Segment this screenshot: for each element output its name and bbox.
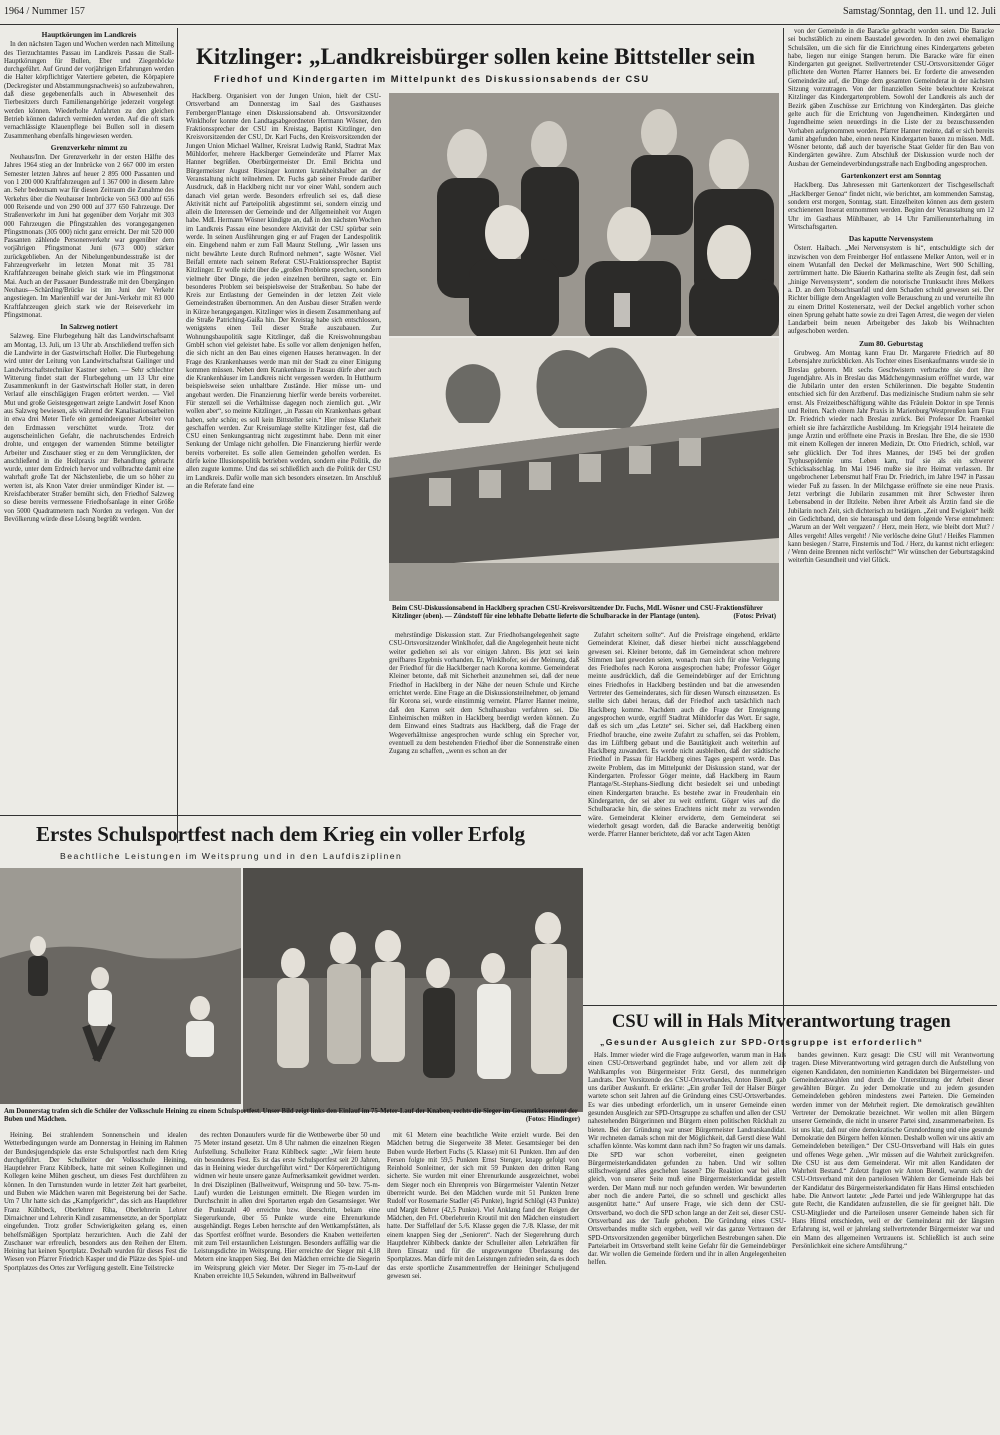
sport-headline: Erstes Schulsportfest nach dem Krieg ein voller Erfolg [36, 822, 525, 846]
article-body: mehrstündige Diskussion statt. Zur Friedhofsangelegenheit sagte CSU-Ortsvorsitzender Winklhofer, daß die Angelegenheit heute nicht weiter gediehen sei als vor einigen Jahren. Bis jetzt sei kein greifbares Ergebnis vorhanden. Er, Winklhofer, sei der Meinung, daß der Friedhof für die Hacklberger nach Korona komme. Gemeinderat Kleiner betonte, daß mit Sicherheit anzunehmen sei, daß der neue Friedhof in Hacklberg in der Nähe der neuen Schule und Kirche errichtet werde. Eine Frage an die Diskussionsteilnehmer, ob jemand für Korona sei, wurde einstimmig verneint. Pfarrer Hanner meinte, daß den Karren seit dem Schulhausbau verfahren sei. Die Einheimischen müßten in Hacklberg beerdigt werden können. Zu dem Einwand eines Stadtrats aus Hacklberg, daß die Frage der Wegeverhältnisse angesprochen wurde schlug ein Sprecher vor, eventuell zu dem bestehenden Friedhof über die Sonnenstraße einen Zugang zu schaffen, „wenn es schon an der [389, 632, 579, 756]
caption-credit: (Fotos: Privat) [733, 613, 776, 621]
article-title: Grenzverkehr nimmt zu [50, 142, 128, 152]
article-body: bandes gewinnen. Kurz gesagt: Die CSU will mit Verantwortung tragen. Diese Mitverantwortung wird getragen durch die Aufstellung von eigenen Kandidaten, den nominierten Kandidaten bei Bürgermeister- und Gemeinderatswahlen und durch die Unterstützung der Arbeit dieser gewählten Bürger. Zu jeder Demokratie und zu jedem gesunden Gemeindeleben gehören mindestens zwei Parteien. Die Gemeinden werden immer von der Mehrheit regiert. Die demokratisch gewählten Vertreter der Demokratie bezeichnet. Wir wollen mit allen Bürgern unserer Gemeinde, die nicht in unserer Partei sind, zusammenarbeiten. Es ist uns klar, daß nur eine demokratische Grundordnung und eine gesunde Demokratie den Bürgern helfen können. Deshalb wollen wir uns aktiv am Gemeindeleben beteiligen.“ Der CSU-Ortsverband will Hals ein gutes und offenes Wege gehen. „Wir müssen auf die Wahrheit zurückgreifen. Die CSU ist aus dem Gemeinderat. Wir mit allen Kandidaten der Wahrheit Bestand.“ Zuletzt fragten wir Anton Biendl, warum sich der CSU-Ortsverband mit den parteilosen Wählern der Gemeinde Hals bei der Kandidatur des Bürgermeisterkandidaten für Hans Himsl entschieden habe. Die Antwort lautete: „Jede Partei und jede Wählergruppe hat das gute Recht, die Kandidaten aufzustellen, die sie für geeignet hält. Die CSU-Mitglieder und die Parteilosen unserer Gemeinde haben sich für Hans Himsl entschieden, weil er der Gemeinderat mit der längsten Erfahrung ist, weil er jahrelang stellvertretender Bürgermeister war und ein Mann des allgemeinen Vertrauens ist. Schließlich ist auch seine Persönlichkeit eine sichere Amtsführung.“ [792, 1052, 994, 1250]
article-body: von der Gemeinde in die Baracke gebracht worden seien. Die Baracke sei buchstäblich zu einem Baustadel geworden. In den zwei ehemaligen Schulsälen, um die sich für die Einrichtung eines Kindergartens gebeten habe, liegen nur einige Stangen herum. Die Baracke wäre für einen Kindergarten gut geeignet. Stellvertretender CSU-Ortsvorsitzender Göger pflichtete den Worten Pfarrer Hanners bei. Er forderte die anwesenden Gemeinderäte auf, die Dinge dem gesamten Gemeinderat in der nächsten Sitzung vorzutragen. Von der finanziellen Seite beleuchtete Kreisrat Kitzlinger das Kindergartenproblem. Sowohl der Landkreis als auch der Bezirk gäben Zuschüsse zur Errichtung von Kindergärten. Das gleiche gelte auch für die Errichtung von Jugendheimen. Kindergärten und Jugendheime seien neuerdings in die Liste der zu bezuschussenden Vorhaben aufgenommen worden. Pfarrer Hanner meinte, daß er sich bereits damit abgefunden habe, einen neuen Kindergarten bauen zu müssen. MdL Wösner betonte, daß auch der bayerische Staat Gelder für den Bau von Kindergärten gewähre. Zum Abschluß der Diskussion wurde noch der Ausbau der Gemeindeverbindungsstraße nach Englboding angesprochen. [788, 28, 994, 168]
hals-col-a [588, 1052, 786, 1432]
article-body: des rechten Donauufers wurde für die Wettbewerbe über 50 und 75 Meter instand gesetzt. Um 8 Uhr nahmen die einzelnen Riegen Aufstellung. Schulleiter Franz Küblbeck sagte: „Wir feiern heute ein besonderes Fest. Es ist das erste Schulsportfest seit 20 Jahren, das in Heining wieder durchgeführt wird.“ Der Körperertüchtigung widmen wir heute unsere ganze Aufmerksamkeit gewidmet werden. In drei Disziplinen (Ballweitwurf, Weitsprung und 50- bzw. 75-m-Lauf) wurden die Leistungen ermittelt. Die Riegen wurden im Durchschnitt in allen drei Sportarten ergab den Gesamtsieger. Wer die Punktzahl 40 erreichte bzw. überschritt, bekam eine Siegerurkunde, über 55 Punkte wurde eine Ehrenurkunde ausgehändigt. Reges Leben herrschte auf den Wettkampfstätten, als das Sportfest eröffnet wurde. Besonders die Knaben wetteiferten mit zum Teil erstaunlichen Leistungen. Besonders auffällig war die Leistungsdichte im Weitsprung. Hier erreichte der Sieger mit 4,18 Metern eine knappen Sieg. Bei den Mädchen erreichte die Siegerin im Weitsprung gleich vier Meter. Der Sieger im 75-m-Lauf der Knaben erreichte 10,5 Sekunden, während im Ballweitwurf [194, 1132, 380, 1281]
column-divider [783, 28, 784, 1068]
article-title: Hauptkörungen im Landkreis [41, 30, 137, 39]
article-body: Heining. Bei strahlendem Sonnenschein und idealen Wetterbedingungen wurde am Donnerstag in Heining im Rahmen der Bundesjugendspiele das erste Schulsportfest nach dem Krieg durchgeführt. Der Schulleiter der Volksschule Heining, Hauptlehrer Franz Küblbeck, hatte mit seinen Kolleginnen und Kollegen keine Mühen gescheut, um dieses Fest durchführen zu können. In den Turnstunden wurde in letzter Zeit hart gearbeitet, und Buben wie Mädchen waren mit Begeisterung bei der Sache. Um 7 Uhr hatte sich das „Kampfgericht“, das sich aus Hauptlehrer Franz Küblbeck, Oberlehrer Riha, Oberlehrerin Lehrer Dirnaichner und Lehrerin Kindl zusammensetzte, an der Sportplatz eingefunden. Trotz großer Schwierigkeiten gelang es, einen behelfsmäßigen Sportplatz herzurichten. Auch die Zahl der Zuschauer war erfreulich, besonders aus den Reihen der Eltern. Heining hat keinen Sportplatz. Deshalb wurden für dieses Fest die Wiesen von Pfarrer Friedrich Kasper und die Plätze des Spiel- und Sportplatzes des Ortes zur Verfügung gestellt. Eine Teilstrecke [4, 1132, 187, 1272]
school-barracks-photo [389, 338, 779, 601]
main-subhead: Friedhof und Kindergarten im Mittelpunkt des Diskussionsabends der CSU [214, 74, 650, 84]
article-body: Neuhaus/Inn. Der Grenzverkehr in der ersten Hälfte des Jahres 1964 stieg an der Innbrücke von 2 667 000 im ersten Semester letzten Jahres auf heuer 2 895 000 Passanten und von 1 200 000 Kraftfahrzeugen auf 1 367 000 in diesem Jahre an. Sehr bedeutsam war für diesen Zeitraum die Zunahme des Verkehrs über die Neuhauser Innbrücke von 563 000 auf 656 000 Reisende und von 290 000 auf 377 650 Fahrzeuge. Der Straßenverkehr im Juni hat gegenüber dem Vorjahr mit 303 000 Fahrzeugen die Pfingstzahlen des vorangegangenen Pfingstmonats (305 000) nicht ganz erreicht. Der mit 520 000 Passanten zählende Personenverkehr war gegenüber dem vorjährigen Pfingstmonat Juni (673 000) stärker zurückgeblieben. An der Nibelungenbundesstraße ist der Fahrzeugverkehr im letzten Monat mit 35 781 Kraftfahrzeugen beinahe gleich stark wie im Pfingstmonat Mai. Auch an der Passauer Bundesstraße mit den Übergängen Neuhaus—Schärding/Brücke ist im Juni der Verkehr angestiegen. Im Marienhilf war der Juni-Verkehr mit 83 000 Kraftfahrzeugen gleich stark wie der Reiseverkehr im Pfingstmonat. [4, 154, 174, 319]
article-body: In den nächsten Tagen und Wochen werden nach Mitteilung des Tierzuchtamtes Passau im Landkreis Passau die Stall-Hauptkörungen für Bullen, Eber und Ziegenböcke durchgeführt. Auf Grund der vorjährigen Erfahrungen werden die Halter körpflichtiger Vatertiere gebeten, die Körpapiere (Deckregister und Abstammungsnachweis) so aufzubewahren, daß diese gegebenenfalls auch in Abwesenheit des Tierbesitzers durch Familienangehörige jederzeit vorgelegt werden können. Wiederholte Anfahrten zu den gleichen Betrieb können dadurch vermieden werden. Auf die oft stark vernachlässigte Klauenpflege bei Bullen soll in diesem Zusammenhang ebenfalls hingewiesen werden. [4, 41, 174, 140]
column-divider [177, 28, 178, 843]
hals-col-b [792, 1052, 994, 1432]
main-headline: Kitzlinger: „Landkreisbürger sollen keine Bittsteller sein [196, 44, 756, 69]
article-body: Grubweg. Am Montag kann Frau Dr. Margarete Friedrich auf 80 Lebensjahre zurückblicken. Als Tochter eines Eisenkaufmanns wurde sie in Breslau geboren. Mit sechs Geschwistern verbrachte sie dort ihre Jugendjahre. Als in Breslau das Mädchengymnasium eröffnet wurde, war die Jubilarin unter den ersten Schülerinnen. Die begabte Studentin entschied sich für den Arztberuf. Das medizinische Studium nahm sie sehr ernst. Als Freizeitbeschäftigung wählte das Fräulein Doktor in spe Tennis und Reiten. Nach einem Jahr Praxis in Marienburg/Westpreußen kam Frau Dr. Friedrich wieder nach Breslau zurück. Bei Professor Dr. Fraenkel erhielt sie ihre fachärztliche Ausbildung. Im Kriegsjahr 1914 heiratete die junge Ärztin und eröffnete eine Praxis in Breslau. Ihre Ehe, die sie 1930 mit einem Kollegen der inneren Medizin, Dr. Otto Friedrich, schloß, war sehr glücklich. Der Tod ihres Mannes, der 1945 bei der großen Typhusepidemie ums Leben kam, traf sie als ein schwerer Schicksalsschlag. Im Mai 1946 mußte sie ihre Heimat verlassen. Ihr ungebrochener Lebensmut half Frau Dr. Friedrich, im Jahre 1947 in Passau wieder Fuß zu fassen. In der Milchgasse eröffnete sie eine neue Praxis. Jetzt verbringt die Jubilarin zusammen mit ihrer Schwester ihren Lebensabend in der Iltzleite. Neben ihrer Arbeit als Ärztin fand sie die Jubilarin noch Zeit, sich dichterisch zu betätigen. „Zeit und Ewigkeit“ heißt ein Gedichtband, den sie herausgab und dem folgende Verse entnehmen: „Warum an der Welt vergazen? / Herz, mein Herz, wie bleibt dort Mut? / Alles vergeht! Alles vergeht! / Nie verlösche deine Glut! / Heißes Flammen kann besiegen / Starre, Finsternis und Tod. / Herz, du kannst nicht erliegen: / Wenn deine Brennen nicht verlöscht!“ Wir wünschen der Geburtstagskind weiterhin Gesundheit und viel Glück. [788, 349, 994, 565]
sprint-photo [0, 868, 241, 1104]
sport-col-c [387, 1132, 579, 1432]
caption-text: Beim CSU-Diskussionsabend in Hacklberg sprachen CSU-Kreisvorsitzender Dr. Fuchs, MdL Wösner und CSU-Fraktionsführer Kitzlinger (oben). — Zündstoff für eine lebhafte Debatte lieferte die Schulbaracke in der Plantage (unten). [392, 605, 763, 621]
caption-credit: (Fotos: Hindinger) [525, 1116, 580, 1124]
article-title: Zum 80. Geburtstag [859, 338, 923, 348]
main-photo-caption [392, 605, 776, 622]
csu-officials-photo [389, 93, 779, 336]
left-column [4, 28, 174, 840]
sport-col-a [4, 1132, 187, 1432]
hals-subhead: „Gesunder Ausgleich zur SPD-Ortsgruppe ist erforderlich“ [600, 1037, 924, 1047]
section-divider [583, 1005, 997, 1006]
article-body: Hacklberg. Das Jahresessen mit Gartenkonzert der Tischgesellschaft „Hacklberger Genoa“ findet nicht, wie berichtet, am kommenden Samstag, sondern erst morgen, Sonntag, statt. Einzelheiten können aus dem gestern erschienenen Inserat entnommen werden. Beginn der Veranstaltung um 12 Uhr im Gasthaus Mühlbauer, ab 14 Uhr Familienunterhaltung im Wirtschaftsgarten. [788, 182, 994, 231]
right-column [788, 28, 994, 1068]
sport-photo-caption [4, 1108, 580, 1125]
issue-date: Samstag/Sonntag, den 11. und 12. Juli [843, 6, 996, 17]
sport-subhead: Beachtliche Leistungen im Weitsprung und in den Laufdisziplinen [60, 851, 403, 861]
sport-col-b [194, 1132, 380, 1432]
hals-headline: CSU will in Hals Mitverantwortung tragen [612, 1012, 951, 1032]
article-body: Salzweg. Eine Flurbegehung hält das Landwirtschaftsamt am Montag, 13. Juli, um 13 Uhr ab. Anschließend treffen sich die Landwirte in der Gastwirtschaft Holler. Die Flurbegehung wird unter der Leitung von Landwirtschaftsrat Gailinger und Landwirtschaftstechniker Kastner stehen. — Sehr schlechter Witterung findet statt der Flurbegehung um 13 Uhr eine Zusammenkunft in der Gastwirtschaft Holler statt, in deren Verlauf alle einschlägigen Fragen erörtert werden. — Viel Mut und große Geistesgegenwart zeigte Landwirt Josef Knon aus Salzweg bewiesen, als während der Kanalisationsarbeiten in etwa drei Meter Tiefe ein gemeindeeigener Arbeiter von den Erdmassen verschüttet wurde. Trotz der augenscheinlichen Gefahr, die nachrutschendes Erdreich drohte, und entgegen der warnenden Stimme beteiligter Arbeiter und Zuschauer stieg er zu dem Verunglückten, der anschließend in die Heilpraxis zur Behandlung gebracht wurde, unter dem Erdreich hervor und vollbrachte damit eine wahrhaft große Tat der Nächstenliebe, die um so höher zu werten ist, als Knon Vater dreier unmündiger Kinder ist. — Kreisfachberater Straßer bemüht sich, den Friedhof Salzweg so diese bereits vermessene Friedhofsanlage in einer Größe von 5000 Quadratmetern nach Norden zu verlegen. Von der Bevölkerung würde diese Lösung begrüßt werden. [4, 333, 174, 523]
article-title: In Salzweg notiert [60, 322, 118, 332]
winners-photo [243, 868, 583, 1112]
article-title: Das kaputte Nervensystem [848, 234, 934, 244]
article-body: Hals. Immer wieder wird die Frage aufgeworfen, warum man in Hals einen CSU-Ortsverband gegründet habe, und vor allem zeit die Wahlkampfes von Bürgermeister Fritz Gerstl, des nunmehrigen Landrats. Der Vorsitzende des CSU-Ortsverbandes, Anton Biendl, gab uns darüber Auskunft. Er erklärte: „Ein großer Teil der Halser Bürger wartete schon seit Jahren auf die Gründung eines CSU-Ortsverbandes. Es war dies unbedingt erforderlich, um in unserer Gemeinde einen gesunden Ausgleich zur SPD-Ortsgruppe zu schaffen und allen der CSU nahestehenden Bürgerinnen und Bürgern einen politischen Rückhalt zu bieten. Bei der Gründung war unser Bürgermeister Landratskandidat. Wir rechneten damals schon mit der Möglichkeit, daß Gerstl diese Wahl schaffen könnte. Was kommt dann nach ihm? So fragten wir uns damals. Die SPD war schon vorbereitet, einen geeigneten Bürgermeisterkandidaten gefunden zu haben. Und wir sollten stillschweigend alles geschehen lassen? Die Reaktion war bei allen gleich, von unserer Seite muß eine Bürgermeisterkandidat gestellt werden. Der Mann muß nur noch gefunden werden. Wir bewunderten aber noch die andere Partei, die so schnell und geschickt alles ausgenützt hatte.“ Auf unsere Frage, wie sich denn der CSU-Ortsverband, wo doch die SPD schon lange an der Zeit sei, dieser CSU-Ortsverband aus der Taufe gehoben. Die Gründung eines CSU-Ortsverbandes mußte sich ergeben, weil wir das ganze Vertrauen der SPD-Ortsvorsitzenden gegenüber bürgerlichen Bestrebungen sahen. Die Parteiarbeit im Ortsverband stellt keine Gefahr für die Gemeindebürger dar. Wir wollen die Gemeinde fördern und ihr in allen Angelegenheiten helfen. [588, 1052, 786, 1267]
article-body: mit 61 Metern eine beachtliche Weite erzielt wurde. Bei den Mädchen betrug die Siegerweite 38 Meter. Gesamtsieger bei den Buben wurde Herbert Fuchs (5. Klasse) mit 61 Punkten. Ihm auf den Fersen folgte mit 59,5 Punkten Ernst Stenger, knapp gefolgt von Reinhold Sonleitner, der sich mit 59 Punkten den dritten Rang sicherte. Sie wurden mit einer Ehrenurkunde ausgezeichnet, wobei dem Sieger noch ein Ehrenpreis von Bürgermeister Valentin Netzer überreicht wurde. Bei den Mädchen wurde mit 51 Punkten Irene Rudolf vor Rosemarie Stadler (45 Punkte), Ingrid Schlögl (43 Punkte) und Margit Behrer (42,5 Punkte). Viel Anklang fand der Reigen der Mädchen, den Frl. Oberlehrerin Kroutil mit den Mädchen einstudiert hatte. Der Staffellauf der 5./6. Klasse gegen die 7./8. Klasse, der mit einem knappen Sieg der „Senioren“. Nach der Siegerehrung durch Hauptlehrer Küblbeck dankte der Schulleiter allen Lehrkräften für ihren Einsatz und für die ungezwungene Überlassung des Sportplatzes. Man dürfe mit den Leistungen zufrieden sein, da es doch das erste sportliche Zusammentreffen der Heininger Schuljugend gewesen sei. [387, 1132, 579, 1281]
article-body: Zufahrt scheitern sollte“. Auf die Preisfrage eingehend, erklärte Gemeinderat Kleiner, daß dieser hierbei nicht ausschlaggebend gewesen sei. Kleiner betonte, daß im Gemeinderat schon mehrere Stimmen laut geworden seien, wonach man sich für eine Verlegung des Friedhofes nach Korona ausgesprochen habe; Professor Göger meinte ausdrücklich, daß die Gemeindebürger auf der Errichtung eines Friedhofes in Hacklberg bestünden und bat die anwesenden Vertreter des Gemeinderates, sich für diesen Wunsch einzusetzen. Es stellte sich dabei heraus, daß der Friedhof auch tatsächlich nach Hacklberg komme. Nachdem auch die Frage der Enteignung angesprochen wurde, ergriff Stadtrat Mühldorfer das Wort. Er sagte, daß es sich um „das Letzte“ sei. Sicher sei, daß Hacklberg einen Friedhof brauche, eine zweite Zufahrt zu schaffen, sei das Problem, das im Lüftlberg gebaut und die Bautätigkeit auch weiterhin auf Hacklberg zuwandert. Es werde nicht ausbleiben, daß der städtische Friedhof in Passau für Hacklberg eines Tages gesperrt werde. Das zweite Problem, das im Mittelpunkt der Diskussion stand, war der Kindergarten. Professor Göger meinte, daß Hacklberg im Raum Plantage/St.-Stephans-Siedlung dicht besiedelt sei und unbedingt einen Kindergarten brauche. Es bestehe zwar in Freudenhain ein Kindergarten, der sei aber zu weit entfernt. Göger wies auf die Schulbaracke hin, die seines Erachtens nicht mehr zu verwenden wäre. Gemeinderat Kleiner erwiderte, dem Gemeinderat sei wiederholt gesagt worden, daß die Baracke anderweitig benötigt werde. Pfarrer Hanner berichtete, daß vor acht Tagen Akten [588, 632, 780, 839]
article-title: Gartenkonzert erst am Sonntag [841, 171, 941, 181]
page-header [0, 0, 1000, 25]
article-body: Hacklberg. Organisiert von der Jungen Union, hielt der CSU-Ortsverband am Donnerstag im Saal des Gasthauses Fernberger/Plantage einen Diskussionsabend ab. Ortsvorsitzender Winklhofer konnte den Landtagsabgeordneten Hermann Wösner, den Fraktionssprecher der CSU im Kreistag, Baptist Kitzlinger, den Kreisvorsitzenden der CSU, Dr. Karl Fuchs, den Kreisvorsitzenden der Jungen Union Michael Wallner, Kreisrat Ludwig Rankl, Stadtrat Max Mühldorfer, mehrere Hacklberger Gemeinderäte und Pfarrer Max Hanner begrüßen. Oberbürgermeister Dr. Emil Brichta und Bürgermeister August Riesinger konnten krankheitshalber an der Veranstaltung nicht teilnehmen. Dr. Fuchs gab seiner Freude darüber Ausdruck, daß in Hacklberg nicht nur vor einer Wahl, sondern auch danach viel getan werde. Besonders erfreulich sei es, daß diese Aktivität nicht auf Parteipolitik abgestimmt sei, sondern einzig und allein die Interessen der Gemeinde und der Allgemeinheit vor Augen habe. MdL Hermann Wösner kündigte an, daß in den nächsten Wochen im Landkreis Passau eine besondere Aktivität der CSU spürbar sein werde. In seinen Ausführungen ging er auf Fragen der Landespolitik ein. Eingehend nahm er zum Fall Maunz Stellung. „Wir lassen uns nicht bewährte Leute durch Rufmord nehmen“, sagte Wösner. Viel Beifall erntete nach seinem Referat CSU-Fraktionssprecher Baptist Kitzlinger. Er wolle nicht über die „großen Probleme sprechen, sondern vielmehr über Dinge, die jeden einzelnen berühren, sagte er. Ein besonderes Problem sei beispielsweise der Straßenbau. So habe der Kreis zur Entlastung der Gemeinden in der letzten Zeit viele Gemeindestraßen übernommen. An den Ausbau dieser Straßen werde in Kürze herangegangen. Kitzlinger wies in diesem Zusammenhang auf die Straße Patriching-Gaißa hin. Der Kreistag habe sich entschlossen, wenigstens einen Teil dieser Straße auszubauen. Zur Wohnungsbaupolitik sagte Kitzlinger, daß die Kreiswohnungsbau GmbH schon viel geleistet habe. Es solle vor allem denjenigen helfen, die sich nicht an den Bau eines eigenen Hauses heranwagen. In der Frage des Krankenhauses werde man mit der Stadt zu einer Einigung kommen müssen. Neben dem Krankenhaus in Passau dürfe aber auch die Krankenhäuser im Landkreis nicht vergessen werden. In Hutthurm beispielsweise seien unhaltbare Zustände. Hier müsse um- und angebaut werden. Die Finanzierung hierfür werde bereits vorbereitet. Für stenzell sei die Verhältnisse dagegen noch ziemlich gut. „Wir wollen aber“, so meinte Kitzlinger, „in Passau ein Krankenhaus gebaut haben, sehr schön; es soll kein Bittsteller sein.“ Hier müsse Klarheit geschaffen werden. Zur Kreisumlage stellte Kitzlinger fest, daß die CSU einen Senkungsantrag nicht zugestimmt habe. Denn mit einer Senkung der Umlage nicht geholfen. Die Finanzierung hierfür werde bereits vorbereitet. Es solle allen Gemeinden geholfen werden. Es dürfe keine Illusionspolitik betrieben werden, sondern eine Politik, die allen zugute komme. Und das sei schließlich auch die Politik der CSU im Landkreis. Dafür wolle man sich besonders einsetzen. Im Anschluß an die Referate fand eine [186, 93, 381, 490]
main-article-col-b [389, 632, 579, 810]
issue-number: 1964 / Nummer 157 [4, 6, 85, 17]
article-body: Österr. Haibach. „Mei Nervensystem is hi“, entschuldigte sich der inzwischen von dem Freinberger Hof entlassene Melker Anton, weil er in einem Wutanfall den Deckel der Melkmaschine, Wert 900 Schilling, zertrümmert hatte. Die Bäuerin Katharina stellte als Zeugin fest, daß sein „hinige Nervensystem“, sondern die notorische Trunksucht ihres Melkers a. D. an dem Tobsuchtsanfall und dem Schaden schuld gewesen sei. Der Richter billigte dem Angeklagten volle Berauschung zu und verurteilte ihn zu einem Drittel Kostenersatz, weil der Deckel angeblich vorher schon einen Sprung gehabt hatte sowie zu drei Tagen Arrest, die wegen der vielen Landarbeit beim neuen Arbeitgeber des Jakob bis Weihnachten aufgeschoben werden. [788, 245, 994, 336]
main-article-col-c [588, 632, 780, 972]
section-divider [0, 815, 581, 816]
caption-text: Am Donnerstag trafen sich die Schüler der Volksschule Heining zu einem Schulsportfest. Unser Bild zeigt links den Einlauf im 75-Meter-Lauf der Knaben, rechts die Sieger im Gesamtklassement der Buben und Mädchen. [4, 1108, 578, 1124]
main-article-col-a [186, 93, 381, 738]
